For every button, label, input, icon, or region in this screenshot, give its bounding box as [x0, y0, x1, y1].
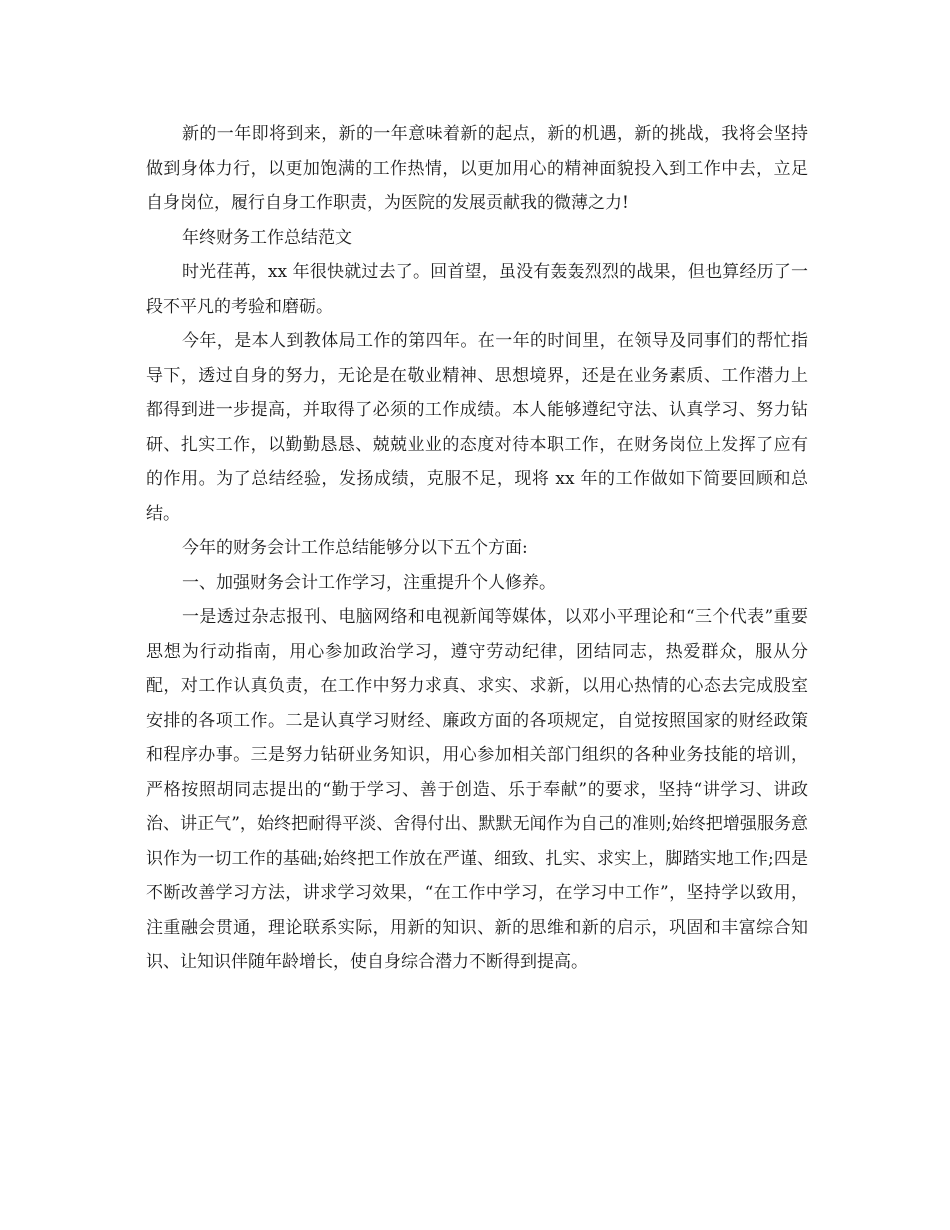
paragraph-closing: 新的一年即将到来，新的一年意味着新的起点，新的机遇，新的挑战，我将会坚持做到身体力行，以更加饱满的工作热情，以更加用心的精神面貌投入到工作中去，立足自身岗位，履行自身工作职责，为医院的发展贡献我的微薄之力!: [146, 124, 808, 213]
paragraph-aspects: 今年的财务会计工作总结能够分以下五个方面:: [182, 538, 528, 558]
paragraph-overview: 今年，是本人到教体局工作的第四年。在一年的时间里，在领导及同事们的帮忙指导下，透过自身的努力，无论是在敬业精神、思想境界，还是在业务素质、工作潜力上都得到进一步提高，并取得了必须的工作成绩。本人能够遵纪守法、认真学习、努力钻研、扎实工作，以勤勤恳恳、兢兢业业的态度对待本职工作，在财务岗位上发挥了应有的作用。为了总结经验，发扬成绩，克服不足，现将 xx 年的工作做如下简要回顾和总结。: [146, 331, 808, 524]
document-body: [146, 117, 808, 980]
paragraph-intro: 时光荏苒，xx 年很快就过去了。回首望，虽没有轰轰烈烈的战果，但也算经历了一段不平凡的考验和磨砺。: [146, 262, 808, 317]
paragraph-heading-one: 一、加强财务会计工作学习，注重提升个人修养。: [182, 572, 556, 593]
paragraph-detail: 一是透过杂志报刊、电脑网络和电视新闻等媒体，以邓小平理论和“三个代表”重要思想为行动指南，用心参加政治学习，遵守劳动纪律，团结同志，热爱群众，服从分配，对工作认真负责，在工作中努力求真、求实、求新，以用心热情的心态去完成股室安排的各项工作。二是认真学习财经、廉政方面的各项规定，自觉按照国家的财经政策和程序办事。三是努力钻研业务知识，用心参加相关部门组织的各种业务技能的培训，严格按照胡同志提出的“勤于学习、善于创造、乐于奉献”的要求，坚持“讲学习、讲政治、讲正气”，始终把耐得平淡、舍得付出、默默无闻作为自己的准则;始终把增强服务意识作为一切工作的基础;始终把工作放在严谨、细致、扎实、求实上，脚踏实地工作;四是不断改善学习方法，讲求学习效果，“在工作中学习，在学习中工作”，坚持学以致用，注重融会贯通，理论联系实际，用新的知识、新的思维和新的启示，巩固和丰富综合知识、让知识伴随年龄增长，使自身综合潜力不断得到提高。: [146, 607, 808, 972]
section-title: 年终财务工作总结范文: [182, 227, 352, 248]
